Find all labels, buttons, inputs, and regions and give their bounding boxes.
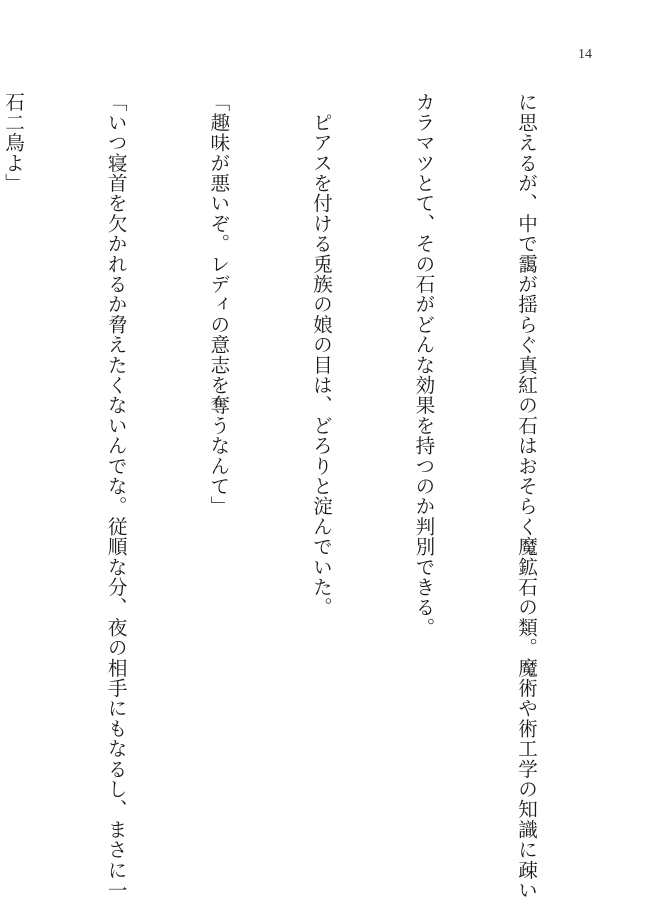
text-line: に思えるが、中で靄が揺らぐ真紅の石はおそらく魔鉱石の類。魔術や術工学の知識に疎い [514,92,538,900]
text-line: 「いつ寝首を欠かれるか脅えたくないんでな。従順な分、夜の相手にもなるし、まさに一 [104,92,128,900]
body-text [0,92,611,900]
text-line: カラマツとて、その石がどんな効果を持つのか判別できる。 [411,92,435,638]
text-line: ピアスを付ける兎族の娘の目は、どろりと淀んでいた。 [309,92,333,618]
text-line: 石二鳥よ」 [1,92,25,193]
text-line: 「趣味が悪いぞ。レディの意志を奪うなんて」 [206,92,230,517]
page-number: 14 [578,47,592,62]
